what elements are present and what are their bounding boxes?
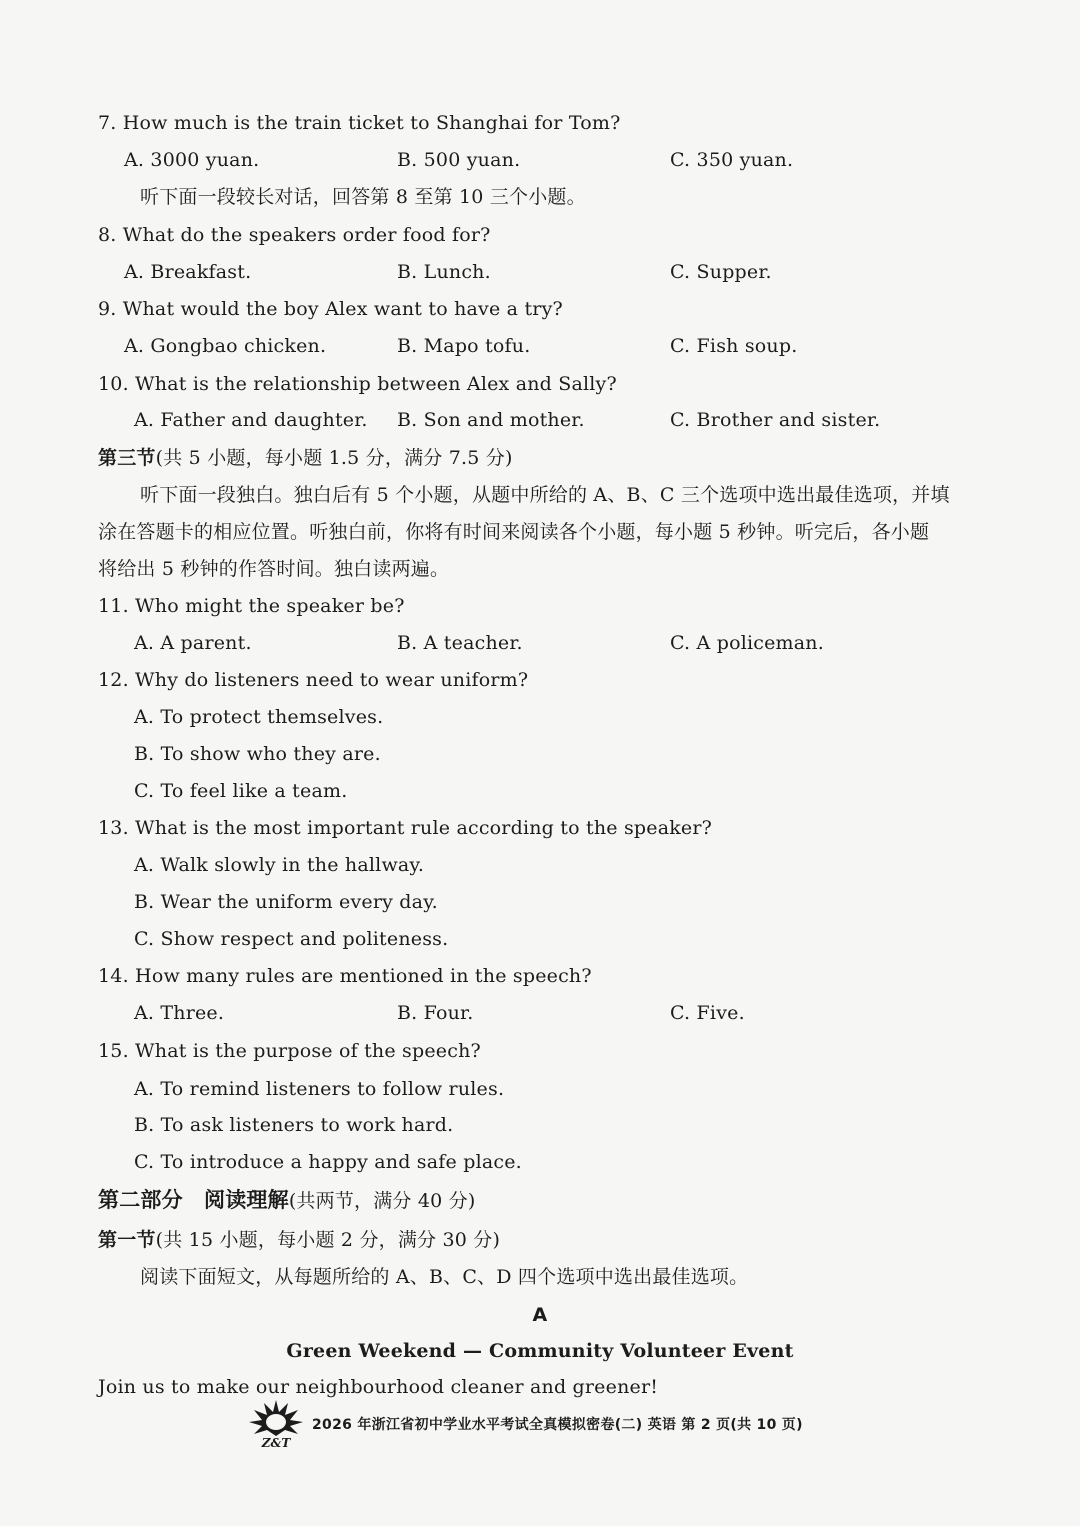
question-15: 15. What is the purpose of the speech? — [98, 1040, 481, 1062]
q7-option-b: B. 500 yuan. — [397, 149, 521, 171]
instruction-11-15-line-3: 将给出 5 秒钟的作答时间。独白读两遍。 — [98, 558, 450, 580]
question-10: 10. What is the relationship between Alex and Sally? — [98, 373, 617, 395]
passage-letter: A — [532, 1304, 548, 1326]
q9-option-c: C. Fish soup. — [670, 335, 798, 357]
q14-option-b: B. Four. — [397, 1002, 474, 1024]
passage-first-line: Join us to make our neighbourhood cleaner and greener! — [98, 1376, 659, 1398]
q8-option-a: A. Breakfast. — [124, 261, 252, 283]
q11-option-c: C. A policeman. — [670, 632, 824, 654]
instruction-11-15-line-1: 听下面一段独白。独白后有 5 个小题，从题中所给的 A、B、C 三个选项中选出最佳选项，并填 — [140, 484, 950, 506]
q10-option-c: C. Brother and sister. — [670, 409, 881, 431]
q12-option-a: A. To protect themselves. — [134, 706, 384, 728]
q15-option-b: B. To ask listeners to work hard. — [134, 1114, 454, 1136]
q7-option-c: C. 350 yuan. — [670, 149, 794, 171]
q10-option-b: B. Son and mother. — [397, 409, 585, 431]
section-1-detail: (共 15 小题，每小题 2 分，满分 30 分) — [155, 1229, 501, 1251]
part-2-heading — [98, 1188, 476, 1213]
instruction-8-10: 听下面一段较长对话，回答第 8 至第 10 三个小题。 — [140, 186, 586, 208]
reading-instruction: 阅读下面短文，从每题所给的 A、B、C、D 四个选项中选出最佳选项。 — [140, 1266, 749, 1288]
q13-option-a: A. Walk slowly in the hallway. — [134, 854, 425, 876]
section-1-heading — [98, 1228, 500, 1252]
q13-option-c: C. Show respect and politeness. — [134, 928, 449, 950]
q14-option-c: C. Five. — [670, 1002, 745, 1024]
q15-option-a: A. To remind listeners to follow rules. — [134, 1078, 505, 1100]
logo-text: Z&T — [261, 1436, 291, 1448]
q14-option-a: A. Three. — [134, 1002, 225, 1024]
part-2-detail: (共两节，满分 40 分) — [288, 1190, 476, 1212]
q10-option-a: A. Father and daughter. — [134, 409, 368, 431]
question-12: 12. Why do listeners need to wear uniform? — [98, 669, 529, 691]
question-14: 14. How many rules are mentioned in the speech? — [98, 965, 592, 987]
q8-option-b: B. Lunch. — [397, 261, 491, 283]
q12-option-c: C. To feel like a team. — [134, 780, 348, 802]
section-3-label: 第三节 — [98, 447, 156, 469]
q12-option-b: B. To show who they are. — [134, 743, 381, 765]
section-1-label: 第一节 — [98, 1229, 156, 1251]
q13-option-b: B. Wear the uniform every day. — [134, 891, 438, 913]
part-2-label: 第二部分 阅读理解 — [98, 1188, 289, 1212]
section-3-detail: (共 5 小题，每小题 1.5 分，满分 7.5 分) — [155, 447, 513, 469]
q11-option-a: A. A parent. — [134, 632, 252, 654]
passage-title: Green Weekend — Community Volunteer Event — [286, 1340, 794, 1362]
section-3-heading — [98, 446, 513, 470]
q9-option-a: A. Gongbao chicken. — [124, 335, 327, 357]
publisher-logo-icon — [248, 1398, 304, 1448]
q9-option-b: B. Mapo tofu. — [397, 335, 531, 357]
question-7: 7. How much is the train ticket to Shanghai for Tom? — [98, 112, 621, 134]
page-footer: 2026 年浙江省初中学业水平考试全真模拟密卷(二) 英语 第 2 页(共 10 页) — [312, 1417, 803, 1433]
question-8: 8. What do the speakers order food for? — [98, 224, 491, 246]
question-13: 13. What is the most important rule according to the speaker? — [98, 817, 713, 839]
q11-option-b: B. A teacher. — [397, 632, 523, 654]
q15-option-c: C. To introduce a happy and safe place. — [134, 1151, 522, 1173]
instruction-11-15-line-2: 涂在答题卡的相应位置。听独白前，你将有时间来阅读各个小题，每小题 5 秒钟。听完后，各小题 — [98, 521, 930, 543]
question-11: 11. Who might the speaker be? — [98, 595, 405, 617]
q8-option-c: C. Supper. — [670, 261, 772, 283]
question-9: 9. What would the boy Alex want to have a try? — [98, 298, 563, 320]
q7-option-a: A. 3000 yuan. — [124, 149, 260, 171]
